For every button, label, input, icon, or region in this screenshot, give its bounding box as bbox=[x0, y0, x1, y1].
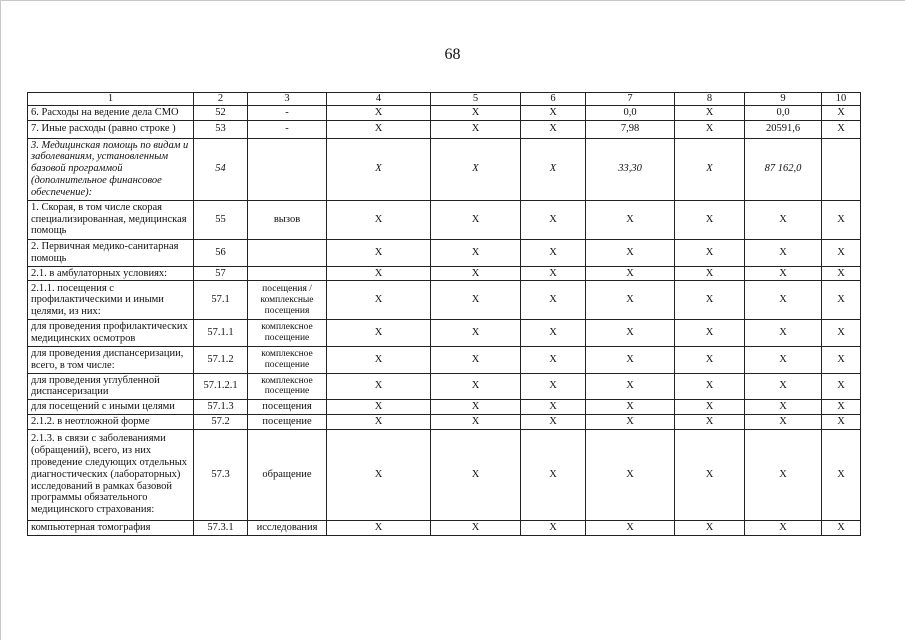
table-cell: X bbox=[327, 520, 431, 535]
table-cell: X bbox=[822, 281, 861, 320]
table-cell: X bbox=[521, 266, 586, 281]
table-cell: 55 bbox=[194, 200, 248, 239]
table-cell: X bbox=[327, 138, 431, 200]
table-cell: X bbox=[675, 281, 745, 320]
table-cell: X bbox=[327, 373, 431, 400]
table-cell: X bbox=[586, 239, 675, 266]
table-cell: - bbox=[248, 105, 327, 120]
scan-top-edge bbox=[0, 0, 905, 1]
table-cell: X bbox=[521, 120, 586, 138]
table-cell: X bbox=[675, 320, 745, 347]
header-cell: 10 bbox=[822, 93, 861, 106]
row-label-cell: 2.1.1. посещения с профилактическими и иными целями, из них: bbox=[28, 281, 194, 320]
table-cell: 57.1.3 bbox=[194, 400, 248, 415]
table-cell: X bbox=[675, 200, 745, 239]
table-cell: X bbox=[327, 320, 431, 347]
table-cell: X bbox=[431, 266, 521, 281]
table-cell: X bbox=[822, 200, 861, 239]
table-cell: X bbox=[431, 414, 521, 429]
header-cell: 5 bbox=[431, 93, 521, 106]
header-cell: 1 bbox=[28, 93, 194, 106]
row-label-cell: для проведения диспансеризации, всего, в том числе: bbox=[28, 346, 194, 373]
table-cell: 20591,6 bbox=[745, 120, 822, 138]
table-cell: X bbox=[675, 346, 745, 373]
table-cell: 57.1 bbox=[194, 281, 248, 320]
table-cell: 57.3.1 bbox=[194, 520, 248, 535]
table-cell: X bbox=[327, 239, 431, 266]
table-cell: X bbox=[822, 373, 861, 400]
table-cell bbox=[248, 239, 327, 266]
table-cell: X bbox=[675, 429, 745, 520]
table-cell: X bbox=[431, 200, 521, 239]
table-cell: X bbox=[327, 266, 431, 281]
table-cell: X bbox=[822, 266, 861, 281]
scan-left-edge bbox=[0, 0, 1, 640]
table-cell: X bbox=[745, 414, 822, 429]
table-cell: X bbox=[675, 138, 745, 200]
table-cell: X bbox=[431, 400, 521, 415]
table-cell: X bbox=[822, 105, 861, 120]
header-cell: 7 bbox=[586, 93, 675, 106]
table-cell: X bbox=[586, 429, 675, 520]
row-label-cell: 2. Первичная медико-санитарная помощь bbox=[28, 239, 194, 266]
row-label-cell: 3. Медицинская помощь по видам и заболеваниям, установленным базовой программой (дополнительное финансовое обеспечение): bbox=[28, 138, 194, 200]
table-cell: - bbox=[248, 120, 327, 138]
table-cell: X bbox=[521, 400, 586, 415]
table-cell: 52 bbox=[194, 105, 248, 120]
table-cell: X bbox=[675, 400, 745, 415]
table-cell: комплексное посещение bbox=[248, 373, 327, 400]
header-cell: 9 bbox=[745, 93, 822, 106]
table-cell: 56 bbox=[194, 239, 248, 266]
table-cell: X bbox=[327, 105, 431, 120]
table-cell: X bbox=[745, 239, 822, 266]
table-cell: X bbox=[521, 138, 586, 200]
row-label-cell: 1. Скорая, в том числе скорая специализированная, медицинская помощь bbox=[28, 200, 194, 239]
table-cell: X bbox=[431, 520, 521, 535]
table-cell: 57.1.2.1 bbox=[194, 373, 248, 400]
table-cell: комплексное посещение bbox=[248, 346, 327, 373]
table-cell: X bbox=[745, 266, 822, 281]
table-cell: 57 bbox=[194, 266, 248, 281]
row-label-cell: 7. Иные расходы (равно строке ) bbox=[28, 120, 194, 138]
table-cell: X bbox=[822, 120, 861, 138]
table-cell: посещения bbox=[248, 400, 327, 415]
table-cell: X bbox=[586, 346, 675, 373]
table-cell: X bbox=[675, 239, 745, 266]
table-cell: 57.1.2 bbox=[194, 346, 248, 373]
row-label-cell: 2.1.2. в неотложной форме bbox=[28, 414, 194, 429]
table-cell: посещения / комплексные посещения bbox=[248, 281, 327, 320]
table-cell: 57.2 bbox=[194, 414, 248, 429]
table-row bbox=[28, 239, 861, 266]
table-cell: X bbox=[822, 429, 861, 520]
table-cell: X bbox=[586, 414, 675, 429]
table-cell: X bbox=[586, 281, 675, 320]
table-cell: 57.3 bbox=[194, 429, 248, 520]
table-cell: X bbox=[745, 346, 822, 373]
row-label-cell: компьютерная томография bbox=[28, 520, 194, 535]
row-label-cell: 2.1.3. в связи с заболеваниями (обращений), всего, из них проведение следующих отдельных диагностических (лабораторных) исследований в рамках базовой программы обязательного медицинского страхования: bbox=[28, 429, 194, 520]
header-cell: 6 bbox=[521, 93, 586, 106]
table-cell: 0,0 bbox=[586, 105, 675, 120]
table-row bbox=[28, 429, 861, 520]
table-cell: X bbox=[431, 239, 521, 266]
table-cell: X bbox=[327, 281, 431, 320]
table-cell: обращение bbox=[248, 429, 327, 520]
table-cell: X bbox=[675, 520, 745, 535]
header-cell: 3 bbox=[248, 93, 327, 106]
table-cell: X bbox=[822, 346, 861, 373]
table-cell: X bbox=[521, 105, 586, 120]
header-cell: 2 bbox=[194, 93, 248, 106]
table-cell: 33,30 bbox=[586, 138, 675, 200]
table-cell: X bbox=[586, 373, 675, 400]
table-cell: X bbox=[327, 200, 431, 239]
table-cell bbox=[248, 266, 327, 281]
table-cell: 87 162,0 bbox=[745, 138, 822, 200]
table-row bbox=[28, 414, 861, 429]
table-cell: X bbox=[521, 320, 586, 347]
header-cell: 8 bbox=[675, 93, 745, 106]
table-cell: X bbox=[745, 429, 822, 520]
data-table bbox=[27, 92, 861, 536]
table-cell: X bbox=[822, 520, 861, 535]
table-cell: X bbox=[521, 200, 586, 239]
table-cell: X bbox=[431, 281, 521, 320]
table-row bbox=[28, 105, 861, 120]
table-cell: X bbox=[586, 200, 675, 239]
table-cell: X bbox=[521, 239, 586, 266]
table-cell: X bbox=[327, 346, 431, 373]
table-cell: X bbox=[675, 120, 745, 138]
table-cell: X bbox=[431, 138, 521, 200]
table-cell: комплексное посещение bbox=[248, 320, 327, 347]
table-row bbox=[28, 120, 861, 138]
table-cell: X bbox=[521, 373, 586, 400]
table-cell: X bbox=[745, 400, 822, 415]
table-cell: X bbox=[822, 414, 861, 429]
table-cell: X bbox=[675, 373, 745, 400]
table-row bbox=[28, 266, 861, 281]
table-cell: 0,0 bbox=[745, 105, 822, 120]
table-cell: X bbox=[745, 520, 822, 535]
table-cell: X bbox=[675, 266, 745, 281]
table-row bbox=[28, 281, 861, 320]
table-cell: X bbox=[745, 281, 822, 320]
table-cell: X bbox=[431, 429, 521, 520]
table-row bbox=[28, 400, 861, 415]
table-cell: 54 bbox=[194, 138, 248, 200]
table-cell: посещение bbox=[248, 414, 327, 429]
table-cell: X bbox=[521, 520, 586, 535]
table-row bbox=[28, 200, 861, 239]
table-row bbox=[28, 520, 861, 535]
table-cell: X bbox=[745, 200, 822, 239]
table-cell: X bbox=[822, 239, 861, 266]
table-cell: X bbox=[586, 400, 675, 415]
table-cell: X bbox=[675, 105, 745, 120]
table-cell: X bbox=[521, 429, 586, 520]
table-cell: X bbox=[327, 429, 431, 520]
table-cell: X bbox=[521, 346, 586, 373]
table-cell: X bbox=[521, 414, 586, 429]
table-cell: X bbox=[745, 320, 822, 347]
table-cell: X bbox=[327, 120, 431, 138]
row-label-cell: для посещений с иными целями bbox=[28, 400, 194, 415]
header-row bbox=[28, 93, 861, 106]
table-cell: X bbox=[431, 105, 521, 120]
table-cell: X bbox=[745, 373, 822, 400]
row-label-cell: для проведения углубленной диспансеризации bbox=[28, 373, 194, 400]
table-cell: X bbox=[675, 414, 745, 429]
table-cell: X bbox=[431, 346, 521, 373]
table-cell: X bbox=[431, 320, 521, 347]
table-cell: X bbox=[327, 414, 431, 429]
header-cell: 4 bbox=[327, 93, 431, 106]
table-row bbox=[28, 320, 861, 347]
table-cell: 57.1.1 bbox=[194, 320, 248, 347]
table-cell: X bbox=[327, 400, 431, 415]
row-label-cell: для проведения профилактических медицинских осмотров bbox=[28, 320, 194, 347]
table-cell: X bbox=[521, 281, 586, 320]
table-cell: X bbox=[586, 320, 675, 347]
table-row bbox=[28, 346, 861, 373]
row-label-cell: 6. Расходы на ведение дела СМО bbox=[28, 105, 194, 120]
table-cell: исследования bbox=[248, 520, 327, 535]
table-cell: X bbox=[822, 320, 861, 347]
row-label-cell: 2.1. в амбулаторных условиях: bbox=[28, 266, 194, 281]
table-cell bbox=[248, 138, 327, 200]
page-number: 68 bbox=[444, 46, 461, 63]
table-cell: X bbox=[431, 373, 521, 400]
table-row bbox=[28, 138, 861, 200]
table-cell: вызов bbox=[248, 200, 327, 239]
table-cell: X bbox=[586, 266, 675, 281]
table-cell: 7,98 bbox=[586, 120, 675, 138]
table-cell: 53 bbox=[194, 120, 248, 138]
table-cell bbox=[822, 138, 861, 200]
table-cell: X bbox=[586, 520, 675, 535]
table-cell: X bbox=[822, 400, 861, 415]
table-cell: X bbox=[431, 120, 521, 138]
table-row bbox=[28, 373, 861, 400]
